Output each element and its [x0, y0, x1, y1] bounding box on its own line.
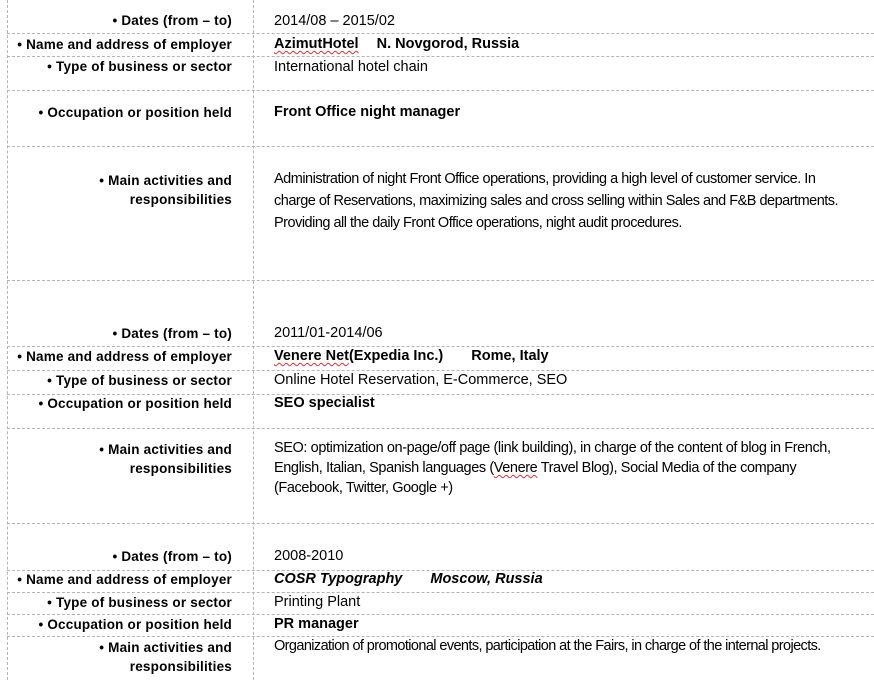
occupation-label: • Occupation or position held — [38, 396, 232, 411]
dates-value: 2008-2010 — [274, 548, 344, 564]
employer-parent: (Expedia Inc.) — [348, 348, 444, 364]
occupation-value: SEO specialist — [274, 395, 375, 411]
employer-value — [274, 33, 519, 55]
employer-label: • Name and address of employer — [17, 37, 232, 52]
dates-value: 2011/01-2014/06 — [274, 325, 383, 341]
employer-name: Venere Net — [274, 348, 349, 364]
employer-location: Moscow, Russia — [430, 571, 543, 587]
occupation-value: Front Office night manager — [274, 104, 461, 120]
business-value: Printing Plant — [274, 594, 361, 610]
employer-location: Rome, Italy — [471, 348, 549, 364]
row-divider — [7, 523, 874, 524]
row-divider — [7, 146, 874, 147]
dates-label: • Dates (from – to) — [112, 549, 232, 564]
row-divider — [7, 90, 874, 91]
left-border — [7, 0, 8, 680]
employer-location: N. Novgorod, Russia — [376, 36, 520, 52]
occupation-value: PR manager — [274, 616, 359, 632]
activities-label: • Main activities and responsibilities — [99, 173, 232, 207]
occupation-label: • Occupation or position held — [38, 617, 232, 632]
business-label: • Type of business or sector — [47, 373, 232, 388]
occupation-label: • Occupation or position held — [38, 105, 232, 120]
activities-value: SEO: optimization on-page/off page (link building), in charge of the content of blog in French, English, Italian, Spanish languages (Venere Travel Blog), Social Media of the company (Facebook, Twitter, Google +) — [274, 440, 831, 496]
activities-label: • Main activities and responsibilities — [99, 640, 232, 674]
dates-value: 2014/08 – 2015/02 — [274, 13, 395, 29]
employer-value — [274, 568, 543, 590]
row-divider — [7, 428, 874, 429]
employer-name: COSR Typography — [274, 571, 403, 587]
employer-name: AzimutHotel — [274, 36, 359, 52]
employer-label: • Name and address of employer — [17, 572, 232, 587]
activities-value: Organization of promotional events, participation at the Fairs, in charge of the internal projects. — [274, 638, 821, 654]
business-value: International hotel chain — [274, 59, 428, 75]
column-divider — [253, 0, 254, 680]
dates-label: • Dates (from – to) — [112, 13, 232, 28]
activities-value: Administration of night Front Office operations, providing a high level of customer service. In charge of Reservations, maximizing sales and cross selling within Sales and F&B departments. Providing all the daily Front Office operations, night audit procedures. — [274, 171, 839, 231]
employer-label: • Name and address of employer — [17, 349, 232, 364]
employer-value — [274, 345, 549, 367]
dates-label: • Dates (from – to) — [112, 326, 232, 341]
business-value: Online Hotel Reservation, E-Commerce, SEO — [274, 372, 568, 388]
business-label: • Type of business or sector — [47, 59, 232, 74]
business-label: • Type of business or sector — [47, 595, 232, 610]
activities-label: • Main activities and responsibilities — [99, 442, 232, 476]
row-divider — [7, 280, 874, 281]
